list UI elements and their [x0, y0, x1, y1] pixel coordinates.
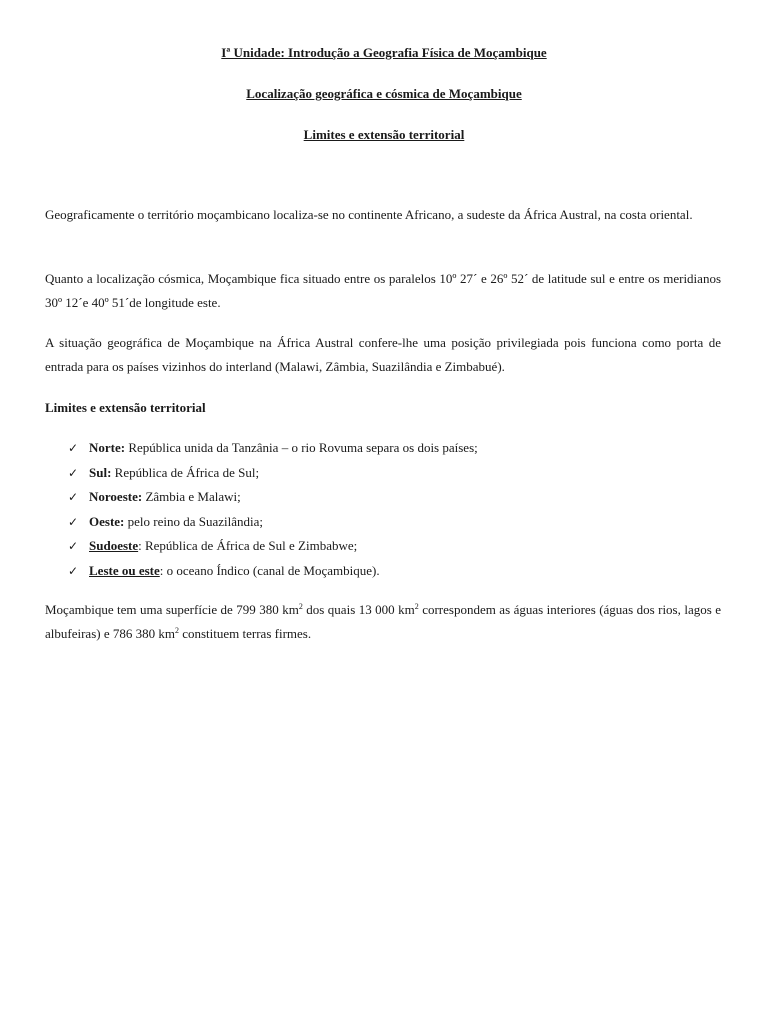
list-item-text: República de África de Sul; — [111, 464, 260, 480]
list-item-text: Zâmbia e Malawi; — [142, 489, 241, 504]
checkmark-icon: ✓ — [68, 539, 79, 553]
limits-heading: Limites e extensão territorial — [303, 127, 465, 142]
list-item — [68, 436, 478, 461]
area-text-3: correspondem as águas interiores (águas dos rios, lagos e albufeiras) e 786 380 km — [45, 602, 721, 641]
list-item-term: Sul: — [89, 464, 112, 480]
paragraph-cosmic-location: Quanto a localização cósmica, Moçambique fica situado entre os paralelos 10º 27´ e 26º 52´ de latitude sul e entre os meridianos 30º 12´e 40º 51´de longitude este. — [45, 271, 721, 310]
list-item — [68, 461, 478, 486]
list-item — [68, 510, 478, 535]
list-item-text: República unida da Tanzânia – o rio Rovuma separa os dois países; — [125, 440, 478, 455]
list-item — [68, 485, 478, 510]
checkmark-icon: ✓ — [68, 465, 79, 480]
list-item-term: Leste ou este — [89, 562, 160, 578]
list-item-term: Oeste: — [89, 513, 125, 529]
paragraph-area — [45, 598, 721, 646]
paragraph-geographic-location: Geograficamente o território moçambicano localiza-se no continente Africano, a sudeste da África Austral, na costa oriental. — [45, 207, 693, 222]
section-title: Limites e extensão territorial — [45, 400, 206, 415]
location-heading: Localização geográfica e cósmica de Moçambique — [246, 86, 522, 101]
unit-heading: Iª Unidade: Introdução a Geografia Física de Moçambique — [221, 45, 547, 60]
area-superscript-3: 2 — [174, 626, 179, 635]
area-text-4: constituem terras firmes. — [178, 626, 312, 641]
checkmark-icon: ✓ — [68, 514, 79, 529]
area-text-1: Moçambique tem uma superfície de 799 380 km — [45, 602, 299, 617]
paragraph-geographic-situation: A situação geográfica de Moçambique na África Austral confere-lhe uma posição privilegiada pois funciona como porta de entrada para os países vizinhos do interland (Malawi, Zâmbia, Suazilândia e Zimbabué). — [45, 335, 721, 374]
checkmark-icon: ✓ — [68, 563, 79, 578]
list-item — [68, 559, 478, 584]
list-item-term: Norte: — [89, 440, 126, 455]
limits-list — [68, 436, 478, 583]
checkmark-icon: ✓ — [68, 441, 79, 455]
area-superscript-1: 2 — [298, 602, 303, 611]
list-item-text: pelo reino da Suazilândia; — [124, 513, 263, 529]
list-item — [68, 534, 478, 559]
list-item-text: : República de África de Sul e Zimbabwe; — [138, 538, 358, 553]
list-item-text: : o oceano Índico (canal de Moçambique). — [159, 562, 380, 578]
list-item-term: Sudoeste — [89, 538, 139, 553]
area-text-2: dos quais 13 000 km — [302, 602, 415, 617]
checkmark-icon: ✓ — [68, 490, 79, 504]
area-superscript-2: 2 — [414, 602, 419, 611]
list-item-term: Noroeste: — [89, 489, 143, 504]
